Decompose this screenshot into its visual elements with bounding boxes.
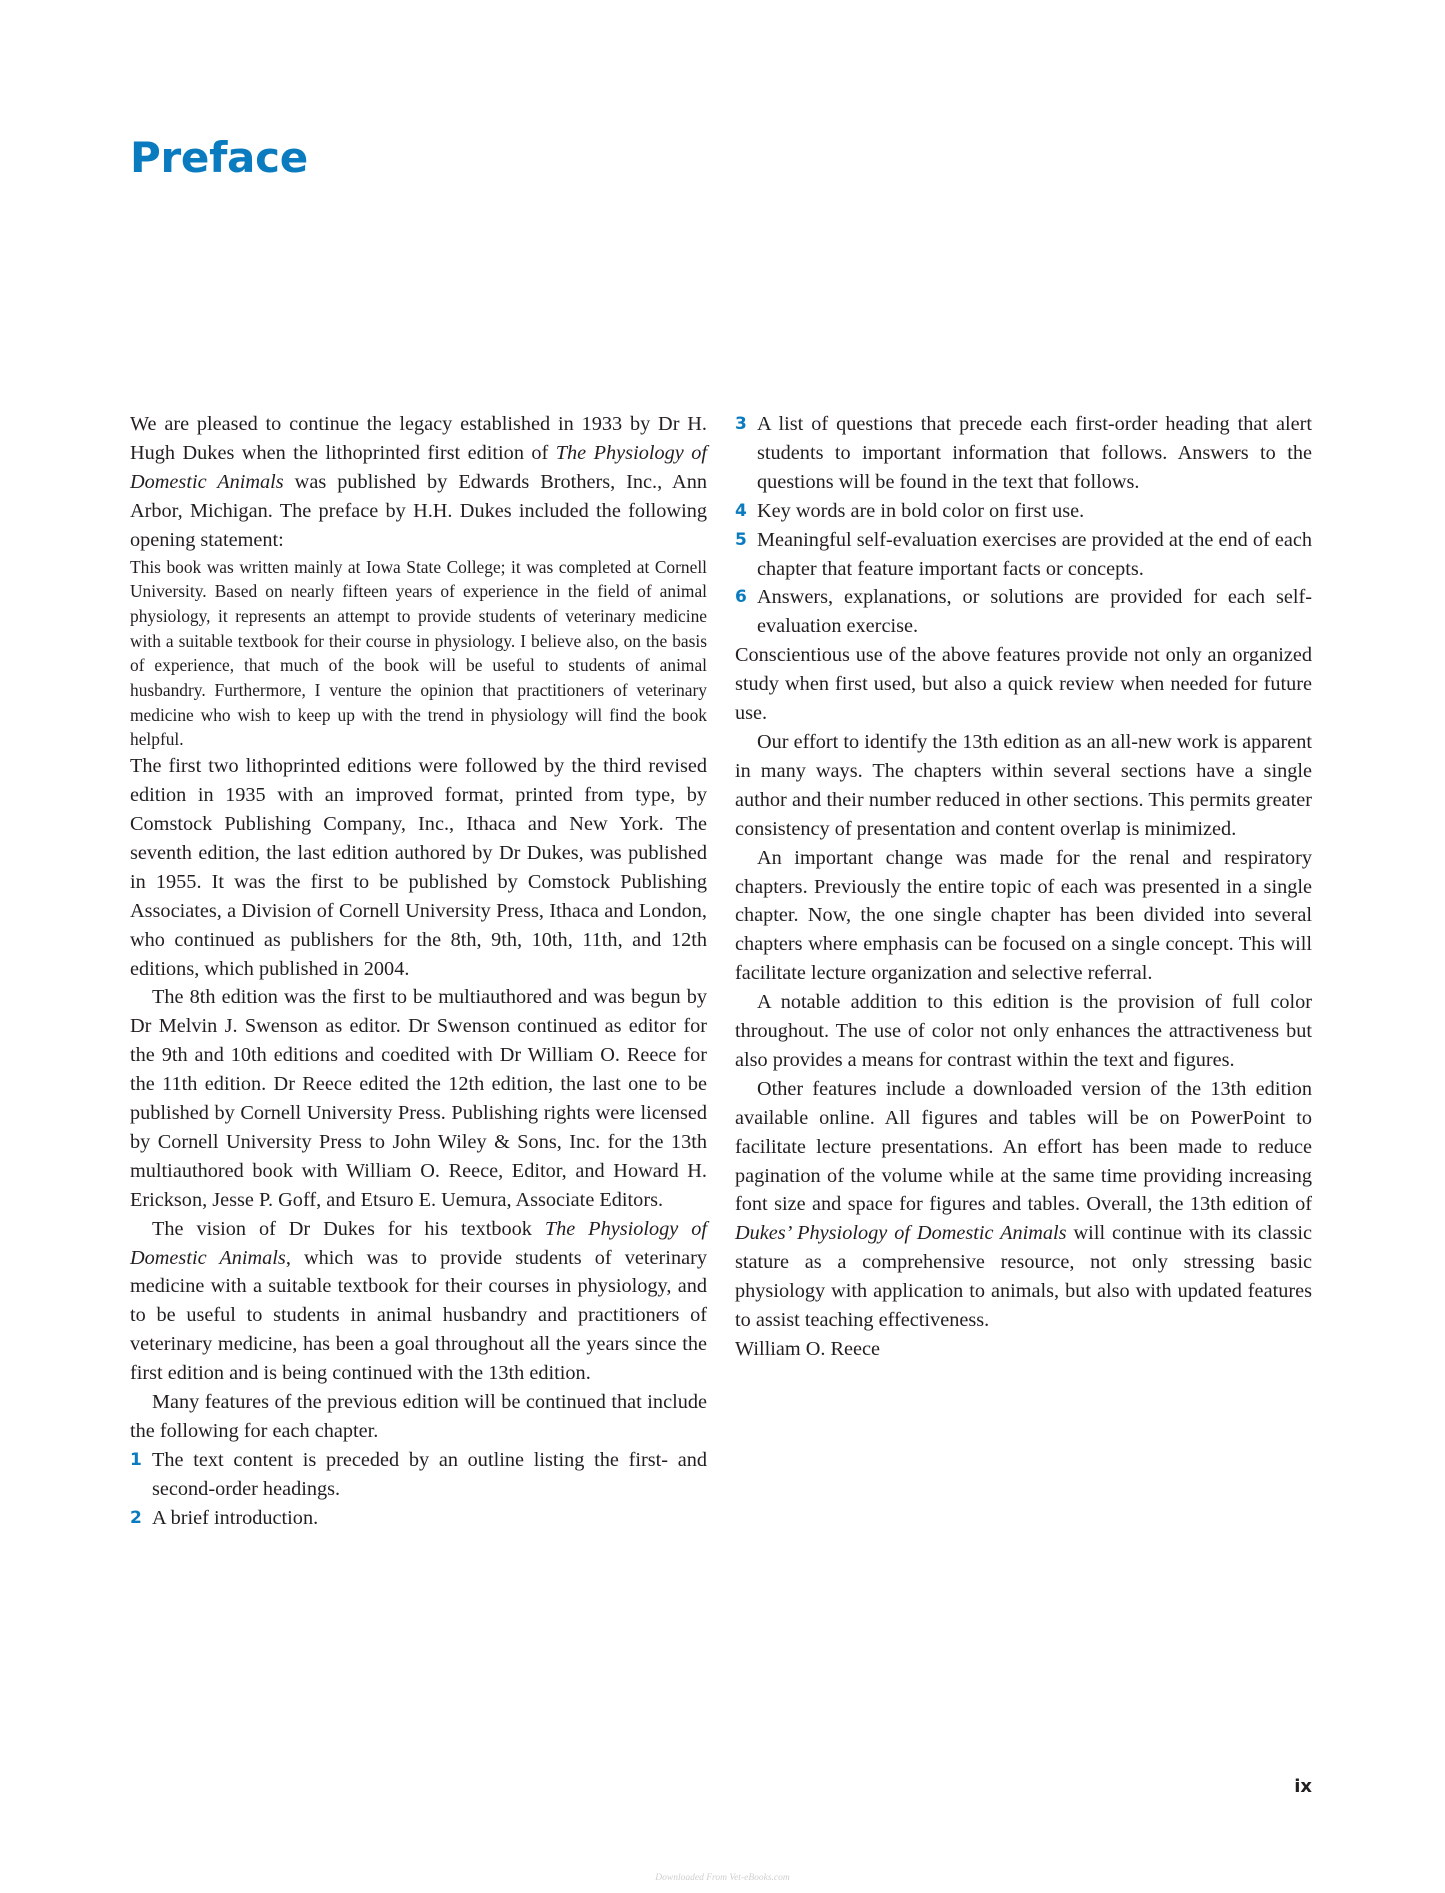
intro-paragraph bbox=[130, 410, 707, 555]
features-list-continued bbox=[735, 410, 1312, 641]
list-text: Key words are in bold color on first use. bbox=[757, 499, 1085, 522]
list-item bbox=[735, 526, 1312, 584]
vision-text-2: , which was to provide students of veterinary medicine with a suitable textbook for their courses in physiology, and to be useful to students in animal husbandry and practitioners of veterinary medicine, has been a goal throughout all the years since the first edition and is being continued with the 13th edition. bbox=[130, 1246, 707, 1385]
page-number: ix bbox=[1294, 1776, 1312, 1797]
signature: William O. Reece bbox=[735, 1338, 881, 1360]
list-text: The text content is preceded by an outline listing the first- and second-order headings. bbox=[152, 1448, 707, 1500]
page-title: Preface bbox=[130, 133, 308, 182]
list-number: 5 bbox=[735, 529, 747, 550]
features-list bbox=[130, 1446, 707, 1533]
other-features-paragraph bbox=[735, 1075, 1312, 1335]
book-title-italic: The Physiology of Domestic Animals bbox=[130, 1217, 707, 1269]
vision-text-1: The vision of Dr Dukes for his textbook bbox=[152, 1217, 545, 1240]
list-number: 1 bbox=[130, 1449, 142, 1470]
dukes-quote: This book was written mainly at Iowa State College; it was completed at Cornell University. Based on nearly fifteen years of experience in the field of animal physiology, it represents an attempt to provide students of veterinary medicine with a suitable textbook for their course in physiology. I believe also, on the basis of experience, that much of the book will be useful to students of animal husbandry. Furthermore, I venture the opinion that practitioners of veterinary medicine who wish to keep up with the trend in physiology will find the book helpful. bbox=[130, 556, 707, 750]
list-item bbox=[130, 1504, 707, 1533]
renal-respiratory-paragraph: An important change was made for the renal and respiratory chapters. Previously the entire topic of each was presented in a single chapter. Now, the one single chapter has been divided into several chapters where emphasis can be focused on a single concept. This will facilitate lecture organization and selective referral. bbox=[735, 846, 1312, 985]
left-column bbox=[130, 410, 707, 1533]
list-text: Answers, explanations, or solutions are provided for each self-evaluation exercise. bbox=[757, 586, 1312, 638]
review-paragraph: Conscientious use of the above features provide not only an organized study when first used, but also a quick review when needed for future use. bbox=[735, 644, 1312, 725]
list-text: Meaningful self-evaluation exercises are provided at the end of each chapter that feature important facts or concepts. bbox=[757, 528, 1312, 580]
features-intro-paragraph: Many features of the previous edition will be continued that include the following for each chapter. bbox=[130, 1391, 707, 1442]
full-color-paragraph: A notable addition to this edition is the provision of full color throughout. The use of color not only enhances the attractiveness but also provides a means for contrast within the text and figures. bbox=[735, 991, 1312, 1071]
list-number: 6 bbox=[735, 587, 747, 608]
list-item bbox=[735, 410, 1312, 497]
list-item bbox=[735, 583, 1312, 641]
book-title-italic: Dukes’ Physiology of Domestic Animals bbox=[735, 1222, 1067, 1245]
all-new-paragraph: Our effort to identify the 13th edition as an all-new work is apparent in many ways. The chapters within several sections have a single author and their number reduced in other sections. This permits greater consistency of presentation and content overlap is minimized. bbox=[735, 730, 1312, 840]
list-number: 2 bbox=[130, 1507, 142, 1528]
list-item bbox=[735, 497, 1312, 526]
other-features-text-1: Other features include a downloaded version of the 13th edition available online. All figures and tables will be on PowerPoint to facilitate lecture presentations. An effort has been made to reduce pagination of the volume while at the same time providing increasing font size and space for figures and tables. Overall, the 13th edition of bbox=[735, 1077, 1312, 1216]
vision-paragraph bbox=[130, 1215, 707, 1388]
right-column bbox=[735, 410, 1312, 1364]
intro-text-2: was published by Edwards Brothers, Inc., Ann Arbor, Michigan. The preface by H.H. Dukes included the following opening statement: bbox=[130, 470, 707, 551]
book-title-italic: The Physiology of Domestic Animals bbox=[130, 441, 707, 493]
intro-text-1: We are pleased to continue the legacy established in 1933 by Dr H. Hugh Dukes when the lithoprinted first edition of bbox=[130, 413, 707, 464]
list-number: 4 bbox=[735, 500, 747, 521]
watermark: Downloaded From Vet-eBooks.com bbox=[655, 1873, 790, 1883]
list-item bbox=[130, 1446, 707, 1504]
list-text: A list of questions that precede each first-order heading that alert students to important information that follows. Answers to the questions will be found in the text that follows. bbox=[757, 413, 1312, 493]
list-text: A brief introduction. bbox=[152, 1506, 319, 1529]
editions-paragraph: The first two lithoprinted editions were followed by the third revised edition in 1935 with an improved format, printed from type, by Comstock Publishing Company, Inc., Ithaca and New York. The seventh edition, the last edition authored by Dr Dukes, was published in 1955. It was the first to be published by Comstock Publishing Associates, a Division of Cornell University Press, Ithaca and London, who continued as publishers for the 8th, 9th, 10th, 11th, and 12th editions, which published in 2004. bbox=[130, 755, 707, 980]
other-features-text-2: will continue with its classic stature as a comprehensive resource, not only stressing basic physiology with application to animals, but also with updated features to assist teaching effectiveness. bbox=[735, 1222, 1312, 1332]
list-number: 3 bbox=[735, 414, 747, 434]
editors-paragraph: The 8th edition was the first to be multiauthored and was begun by Dr Melvin J. Swenson as editor. Dr Swenson continued as editor for the 9th and 10th editions and coedited with Dr William O. Reece for the 11th edition. Dr Reece edited the 12th edition, the last one to be published by Cornell University Press. Publishing rights were licensed by Cornell University Press to John Wiley & Sons, Inc. for the 13th multiauthored book with William O. Reece, Editor, and Howard H. Erickson, Jesse P. Goff, and Etsuro E. Uemura, Associate Editors. bbox=[130, 986, 707, 1211]
